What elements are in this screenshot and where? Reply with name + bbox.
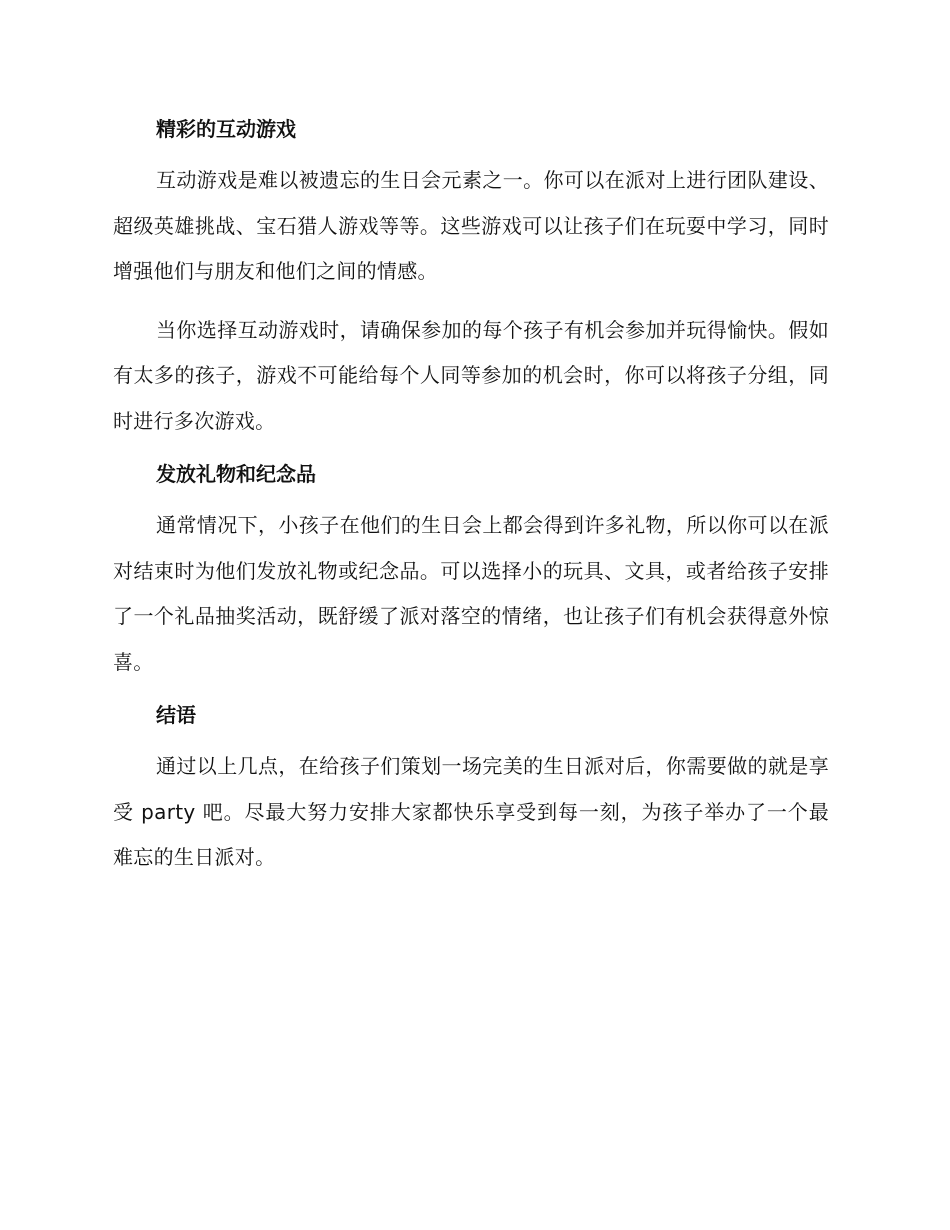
- paragraph: 互动游戏是难以被遗忘的生日会元素之一。你可以在派对上进行团队建设、超级英雄挑战、宝石猎人游戏等等。这些游戏可以让孩子们在玩耍中学习，同时增强他们与朋友和他们之间的情感。: [113, 168, 829, 283]
- section-heading: 结语: [156, 703, 196, 727]
- section-heading: 精彩的互动游戏: [156, 117, 296, 141]
- paragraph: 当你选择互动游戏时，请确保参加的每个孩子有机会参加并玩得愉快。假如有太多的孩子，游戏不可能给每个人同等参加的机会时，你可以将孩子分组，同时进行多次游戏。: [113, 317, 829, 433]
- section-conclusion: [113, 698, 829, 881]
- section-interactive-games: [113, 112, 829, 444]
- document-body: [113, 112, 829, 881]
- paragraph: 通过以上几点，在给孩子们策划一场完美的生日派对后，你需要做的就是享受 party 吧。尽最大努力安排大家都快乐享受到每一刻，为孩子举办了一个最难忘的生日派对。: [113, 754, 829, 869]
- section-gifts-souvenirs: [113, 457, 829, 685]
- section-heading: 发放礼物和纪念品: [156, 462, 316, 486]
- paragraph: 通常情况下，小孩子在他们的生日会上都会得到许多礼物，所以你可以在派对结束时为他们发放礼物或纪念品。可以选择小的玩具、文具，或者给孩子安排了一个礼品抽奖活动，既舒缓了派对落空的情绪，也让孩子们有机会获得意外惊喜。: [113, 513, 829, 674]
